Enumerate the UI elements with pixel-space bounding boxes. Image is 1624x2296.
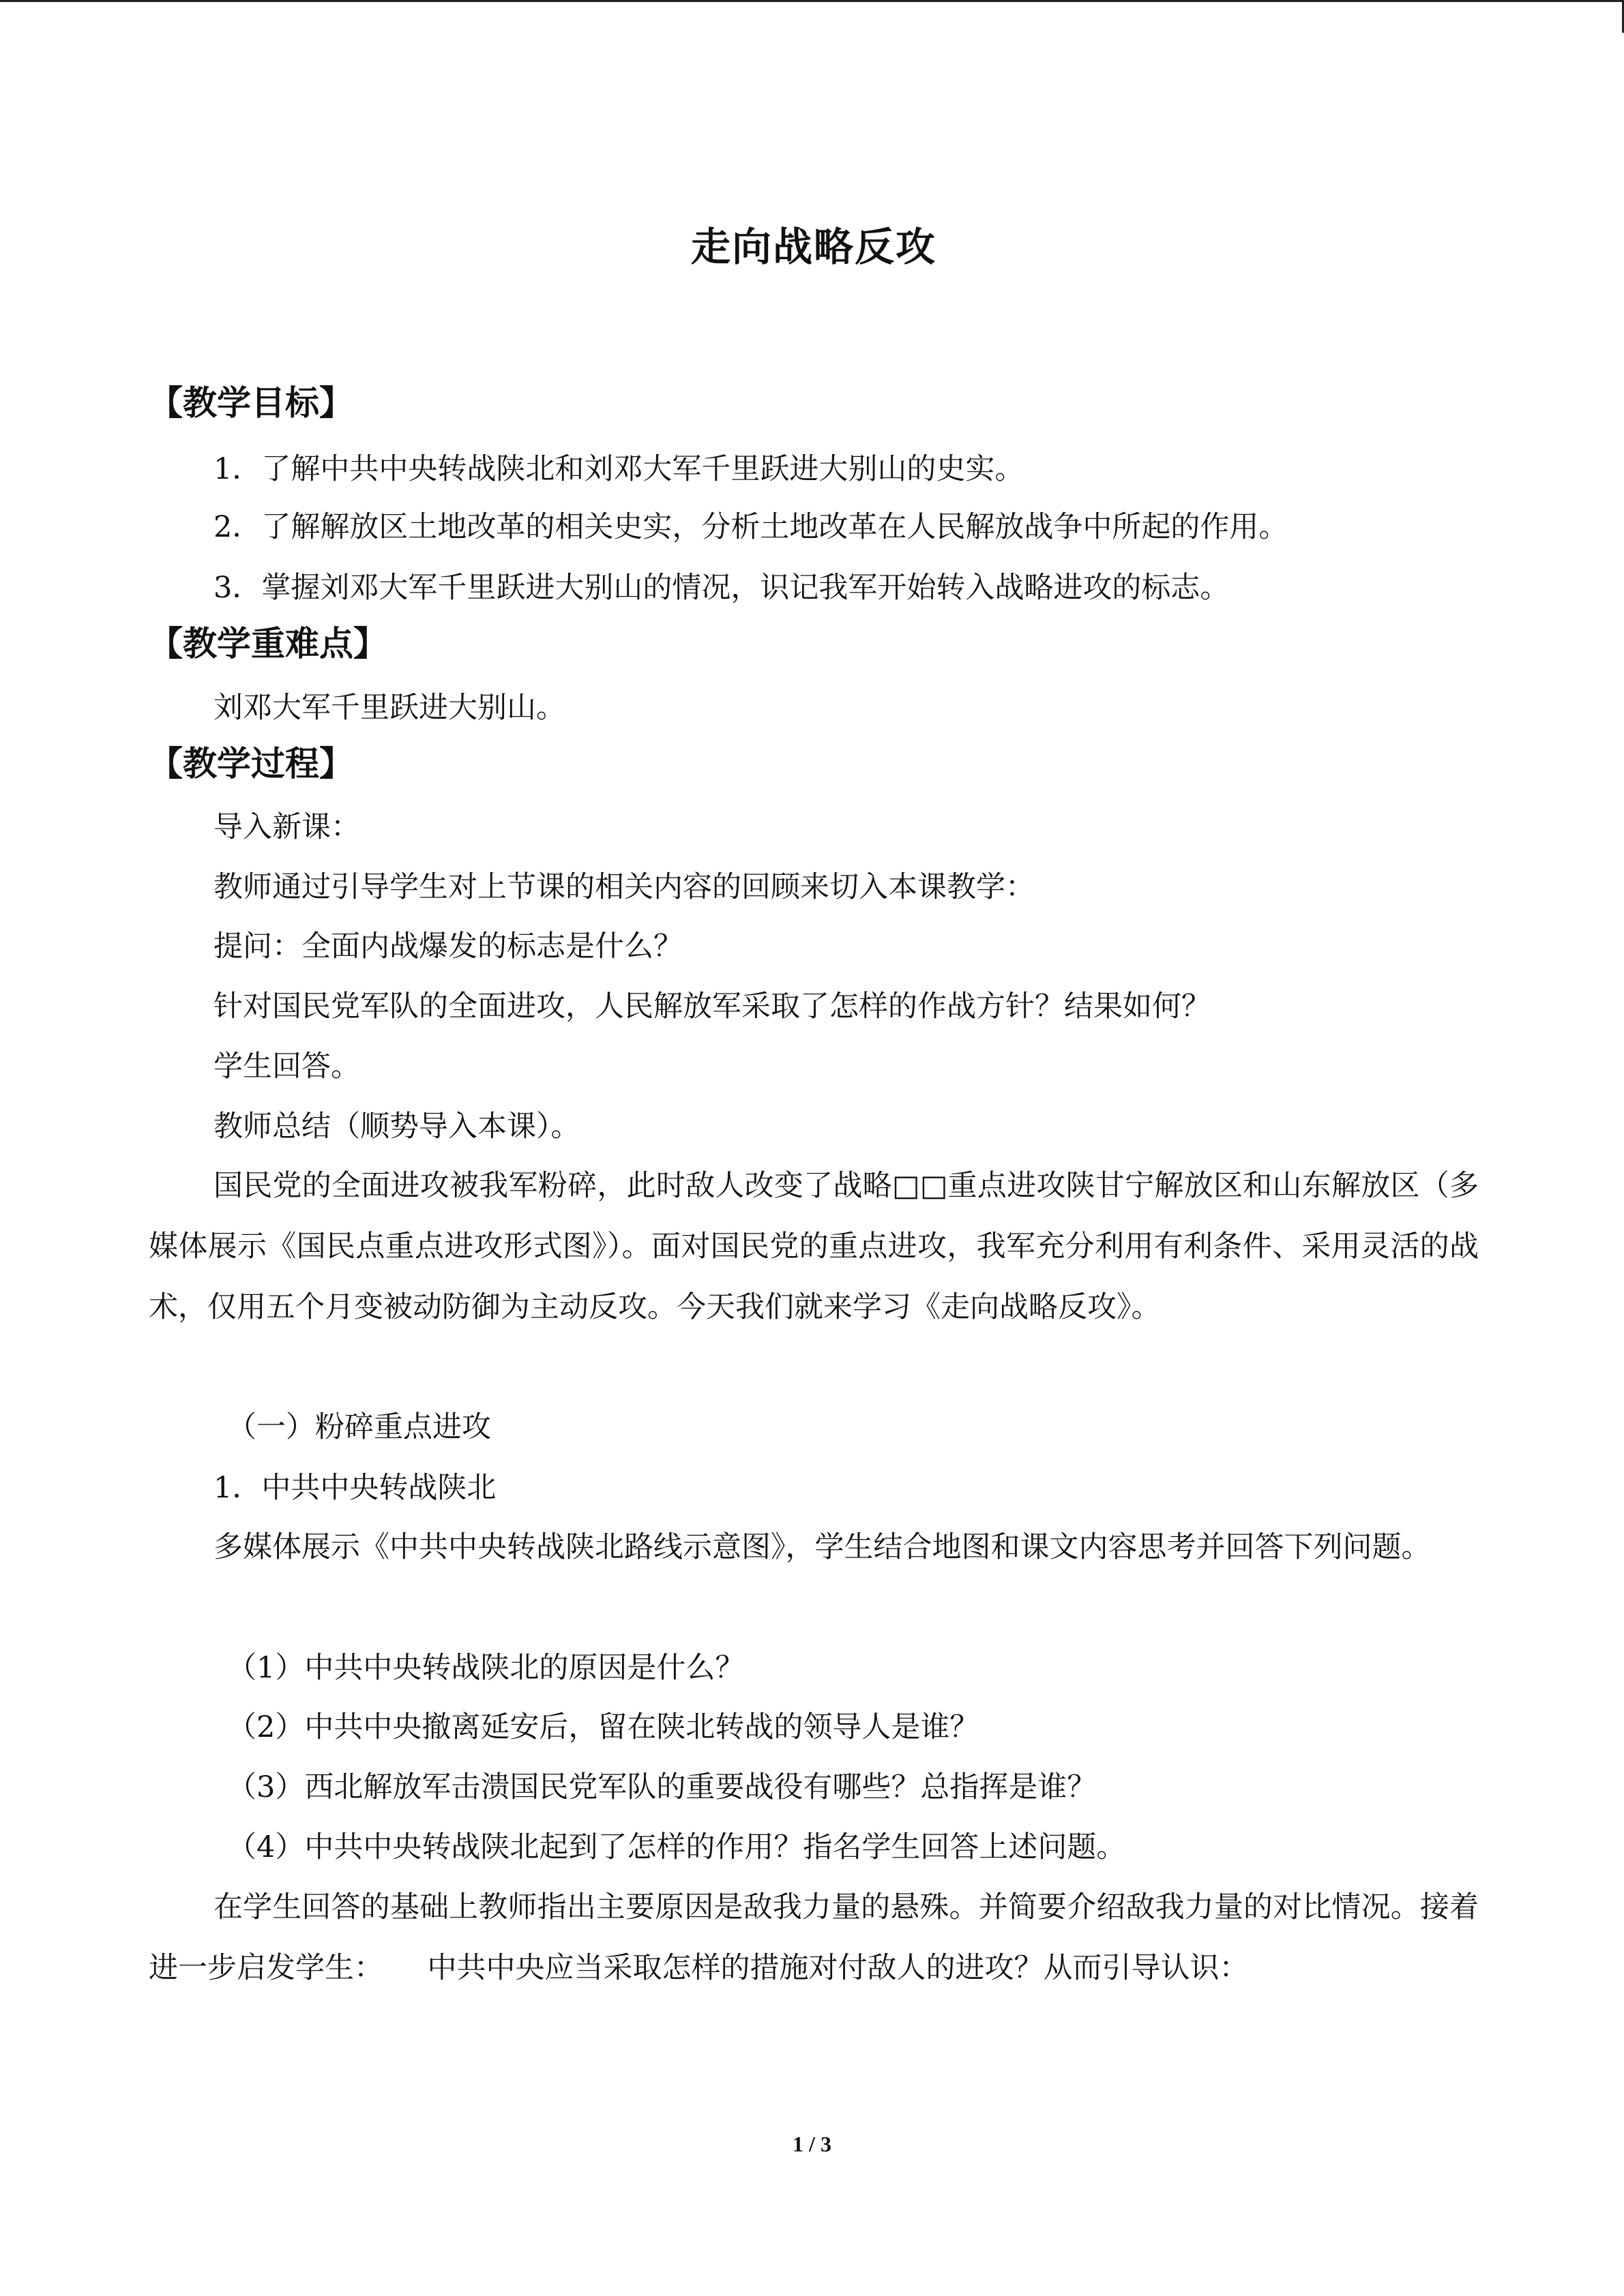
objective-item-3: 3．掌握刘邓大军千里跃进大别山的情况，识记我军开始转入战略进攻的标志。 xyxy=(213,571,1230,605)
key-points-text: 刘邓大军千里跃进大别山。 xyxy=(213,691,565,725)
heading-key-points: 【教学重难点】 xyxy=(149,624,387,664)
question-2: （2）中共中央撤离延安后，留在陕北转战的领导人是谁？ xyxy=(227,1710,979,1744)
process-line-6: 教师总结（顺势导入本课）。 xyxy=(213,1109,580,1144)
question-1: （1）中共中央转战陕北的原因是什么？ xyxy=(227,1651,745,1685)
map-paragraph: 多媒体展示《中共中央转战陕北路线示意图》，学生结合地图和课文内容思考并回答下列问题。 xyxy=(213,1530,1431,1564)
page-number: 1 / 3 xyxy=(793,2132,831,2156)
intro-paragraph: 国民党的全面进攻被我军粉碎，此时敌人改变了战略□□重点进攻陕甘宁解放区和山东解放区（多媒体展示《国民点重点进攻形式图》）。面对国民党的重点进攻，我军充分利用有利条件、采用灵活的战术，仅用五个月变被动防御为主动反攻。今天我们就来学习《走向战略反攻》。 xyxy=(149,1169,1479,1324)
question-4: （4）中共中央转战陕北起到了怎样的作用？指名学生回答上述问题。 xyxy=(227,1830,1126,1864)
subsection-heading: （一）粉碎重点进攻 xyxy=(227,1410,491,1444)
process-line-5: 学生回答。 xyxy=(213,1049,360,1084)
document-title: 走向战略反攻 xyxy=(690,224,936,270)
process-line-2: 教师通过引导学生对上节课的相关内容的回顾来切入本课教学： xyxy=(213,870,1035,904)
process-line-1: 导入新课： xyxy=(213,810,360,844)
objective-item-2: 2．了解解放区土地改革的相关史实，分析土地改革在人民解放战争中所起的作用。 xyxy=(213,510,1288,544)
summary-paragraph: 在学生回答的基础上教师指出主要原因是敌我力量的悬殊。并简要介绍敌我力量的对比情况。接着进一步启发学生： 中共中央应当采取怎样的措施对付敌人的进攻？从而引导认识： xyxy=(149,1890,1479,1985)
subitem-heading: 1．中共中央转战陕北 xyxy=(213,1471,497,1505)
objective-item-1: 1．了解中共中央转战陕北和刘邓大军千里跃进大别山的史实。 xyxy=(213,452,1024,486)
process-line-3: 提问：全面内战爆发的标志是什么？ xyxy=(213,929,683,964)
top-border-line xyxy=(0,0,1624,2)
process-line-4: 针对国民党军队的全面进攻，人民解放军采取了怎样的作战方针？结果如何？ xyxy=(213,989,1211,1024)
question-3: （3）西北解放军击溃国民党军队的重要战役有哪些？总指挥是谁？ xyxy=(227,1770,1097,1804)
heading-process: 【教学过程】 xyxy=(149,744,353,784)
heading-objectives: 【教学目标】 xyxy=(149,383,353,423)
